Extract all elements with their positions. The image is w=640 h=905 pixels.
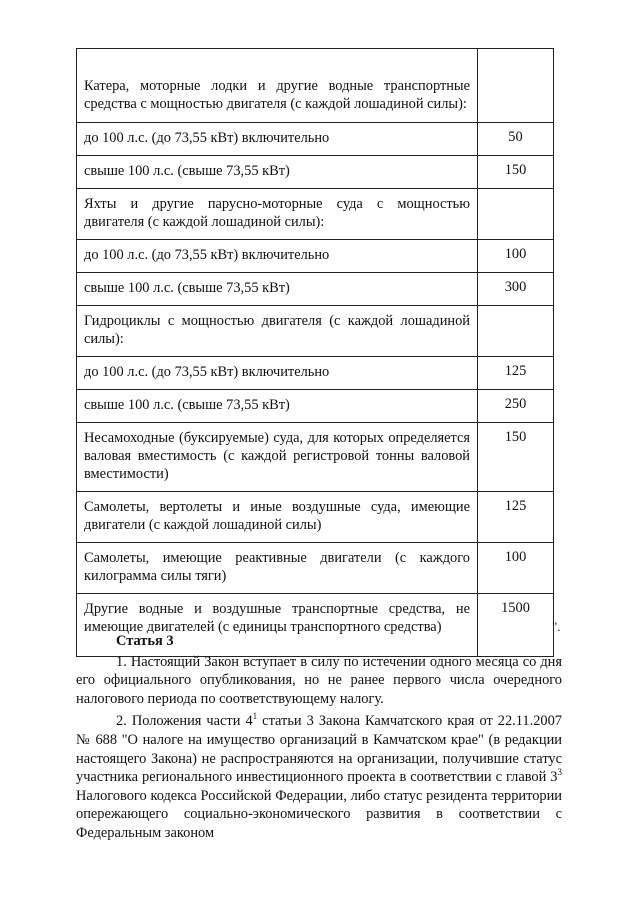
row-rate: [478, 189, 554, 240]
row-description: до 100 л.с. (до 73,55 кВт) включительно: [77, 123, 478, 156]
row-description: Самолеты, вертолеты и иные воздушные суда, имеющие двигатели (с каждой лошадиной силы): [77, 492, 478, 543]
row-description: Несамоходные (буксируемые) суда, для которых определяется валовая вместимость (с каждой регистровой тонны валовой вместимости): [77, 423, 478, 492]
row-description: до 100 л.с. (до 73,55 кВт) включительно: [77, 240, 478, 273]
table-row: [77, 189, 554, 240]
superscript: 1: [252, 711, 258, 722]
row-description: Яхты и другие парусно-моторные суда с мощностью двигателя (с каждой лошадиной силы):: [77, 189, 478, 240]
row-rate: [478, 306, 554, 357]
row-rate: 150: [478, 423, 554, 492]
table-row: [77, 156, 554, 189]
row-rate: 300: [478, 273, 554, 306]
row-rate: 150: [478, 156, 554, 189]
row-rate: 100: [478, 543, 554, 594]
table-row: [77, 49, 554, 123]
table-row: [77, 306, 554, 357]
row-description: Гидроциклы с мощностью двигателя (с каждой лошадиной силы):: [77, 306, 478, 357]
article-paragraph-1: 1. Настоящий Закон вступает в силу по истечении одного месяца со дня его официального опубликования, но не ранее первого числа очередного налогового периода по соответствующему налогу.: [76, 653, 562, 707]
table-row: [77, 543, 554, 594]
paragraph-text: Налогового кодекса Российской Федерации, либо статус резидента территории опережающего социально-экономического развития в соответствии с Федеральным законом: [76, 787, 562, 841]
row-rate: [478, 49, 554, 123]
table-row: [77, 423, 554, 492]
row-description: свыше 100 л.с. (свыше 73,55 кВт): [77, 156, 478, 189]
row-rate: 50: [478, 123, 554, 156]
article-3: [76, 632, 562, 843]
row-description: свыше 100 л.с. (свыше 73,55 кВт): [77, 273, 478, 306]
closing-quote: ".: [552, 619, 561, 634]
tax-rate-table: [76, 48, 554, 657]
row-rate: 125: [478, 492, 554, 543]
row-description: свыше 100 л.с. (свыше 73,55 кВт): [77, 390, 478, 423]
row-description: Катера, моторные лодки и другие водные транспортные средства с мощностью двигателя (с каждой лошадиной силы):: [77, 49, 478, 123]
row-description: до 100 л.с. (до 73,55 кВт) включительно: [77, 357, 478, 390]
row-description: Самолеты, имеющие реактивные двигатели (с каждого килограмма силы тяги): [77, 543, 478, 594]
table-row: [77, 240, 554, 273]
table-row: [77, 357, 554, 390]
superscript: 3: [557, 767, 562, 778]
paragraph-text: 2. Положения части 4: [116, 713, 253, 730]
row-rate: 1500: [478, 594, 554, 657]
table-row: [77, 273, 554, 306]
table-row: [77, 123, 554, 156]
row-rate: 100: [478, 240, 554, 273]
article-title: Статья 3: [116, 633, 174, 649]
paragraph-text: статьи 3 Закона Камчатского края от 22.11.2007 № 688 "О налоге на имущество организаций в Камчатском крае" (в редакции настоящего Закона) не распространяются на организации, получившие статус участника регионального инвестиционного проекта в соответствии с главой 3: [76, 713, 562, 786]
article-paragraph-2: [76, 712, 562, 842]
table-row: [77, 492, 554, 543]
row-rate: 250: [478, 390, 554, 423]
table-row: [77, 390, 554, 423]
row-description: Другие водные и воздушные транспортные средства, не имеющие двигателей (с единицы транспортного средства): [77, 594, 478, 657]
row-rate: 125: [478, 357, 554, 390]
